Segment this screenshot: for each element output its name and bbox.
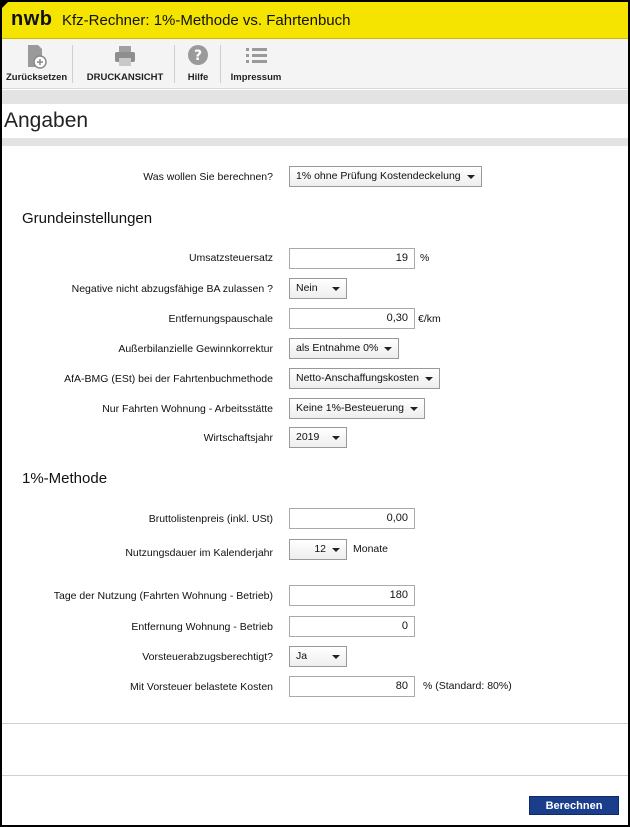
footer-divider: [2, 775, 628, 776]
correction-value: als Entnahme 0%: [296, 342, 379, 354]
usage-months-select[interactable]: [289, 539, 347, 560]
commute-only-select[interactable]: [289, 398, 425, 419]
input-tax-costs-label: Mit Vorsteuer belastete Kosten: [130, 681, 273, 693]
vat-label: Umsatzsteuersatz: [188, 252, 273, 264]
input-tax-costs-input[interactable]: 80: [289, 676, 415, 697]
toolbar: [2, 39, 628, 89]
header-stripe: [2, 90, 628, 104]
usage-months-label: Nutzungsdauer im Kalenderjahr: [125, 547, 273, 559]
imprint-label: Impressum: [230, 72, 282, 83]
svg-text:?: ?: [193, 48, 203, 64]
vat-unit: %: [420, 252, 430, 264]
list-price-label: Bruttolistenpreis (inkl. USt): [148, 513, 273, 525]
printer-icon: [112, 43, 138, 69]
afa-basis-label: AfA-BMG (ESt) bei der Fahrtenbuchmethode: [64, 373, 273, 385]
negative-ba-value: Nein: [296, 282, 318, 294]
reset-button[interactable]: [6, 43, 68, 87]
input-tax-costs-unit: % (Standard: 80%): [423, 680, 512, 692]
distance-label: Entfernung Wohnung - Betrieb: [131, 621, 273, 633]
basic-heading: Grundeinstellungen: [22, 210, 153, 227]
toolbar-separator: [174, 45, 175, 83]
input-tax-select[interactable]: [289, 646, 347, 667]
list-price-input[interactable]: 0,00: [289, 508, 415, 529]
imprint-button[interactable]: [228, 43, 284, 87]
calc-type-select[interactable]: [289, 166, 482, 187]
chevron-down-icon: [467, 175, 475, 179]
fiscal-year-label: Wirtschaftsjahr: [203, 432, 273, 444]
distance-allowance-unit: €/km: [418, 313, 441, 325]
reset-document-icon: [22, 43, 48, 69]
title-bar: [2, 2, 628, 39]
section-title: Angaben: [4, 109, 89, 132]
help-label: Hilfe: [187, 72, 209, 83]
distance-input[interactable]: 0: [289, 616, 415, 637]
section-stripe: [2, 138, 628, 146]
distance-allowance-input[interactable]: 0,30: [289, 308, 415, 329]
correction-label: Außerbilanzielle Gewinnkorrektur: [118, 343, 273, 355]
chevron-down-icon: [332, 436, 340, 440]
calc-type-value: 1% ohne Prüfung Kostendeckelung: [296, 170, 461, 182]
calc-type-label: Was wollen Sie berechnen?: [143, 171, 273, 183]
help-icon: [185, 43, 211, 69]
negative-ba-label: Negative nicht abzugsfähige BA zulassen ?: [71, 283, 273, 295]
chevron-down-icon: [384, 347, 392, 351]
form-divider: [2, 723, 628, 724]
chevron-down-icon: [332, 548, 340, 552]
correction-select[interactable]: [289, 338, 399, 359]
help-button[interactable]: [182, 43, 214, 87]
chevron-down-icon: [410, 407, 418, 411]
print-view-button[interactable]: [82, 43, 168, 87]
usage-months-value: 12: [314, 543, 326, 555]
usage-days-input[interactable]: 180: [289, 585, 415, 606]
toolbar-separator: [72, 45, 73, 83]
distance-allowance-label: Entfernungspauschale: [168, 313, 273, 325]
list-icon: [243, 43, 269, 69]
toolbar-separator: [220, 45, 221, 83]
calculate-button[interactable]: Berechnen: [529, 796, 619, 815]
app-title: Kfz-Rechner: 1%-Methode vs. Fahrtenbuch: [62, 12, 351, 29]
fiscal-year-value: 2019: [296, 431, 320, 443]
reset-label: Zurücksetzen: [6, 72, 68, 83]
afa-basis-value: Netto-Anschaffungskosten: [296, 372, 419, 384]
section-header: [2, 104, 628, 138]
chevron-down-icon: [332, 655, 340, 659]
commute-only-value: Keine 1%-Besteuerung: [296, 402, 404, 414]
afa-basis-select[interactable]: [289, 368, 440, 389]
nwb-logo: nwb: [11, 8, 53, 30]
corner-mark: [2, 2, 8, 8]
chevron-down-icon: [425, 377, 433, 381]
vat-input[interactable]: 19: [289, 248, 415, 269]
input-tax-label: Vorsteuerabzugsberechtigt?: [142, 651, 273, 663]
negative-ba-select[interactable]: [289, 278, 347, 299]
fiscal-year-select[interactable]: [289, 427, 347, 448]
one-percent-heading: 1%-Methode: [22, 470, 108, 487]
input-tax-value: Ja: [296, 650, 308, 662]
commute-only-label: Nur Fahrten Wohnung - Arbeitsstätte: [102, 403, 273, 415]
chevron-down-icon: [332, 287, 340, 291]
usage-days-label: Tage der Nutzung (Fahrten Wohnung - Betrieb): [53, 590, 273, 602]
print-view-label: DRUCKANSICHT: [86, 72, 164, 83]
usage-months-unit: Monate: [353, 543, 389, 555]
